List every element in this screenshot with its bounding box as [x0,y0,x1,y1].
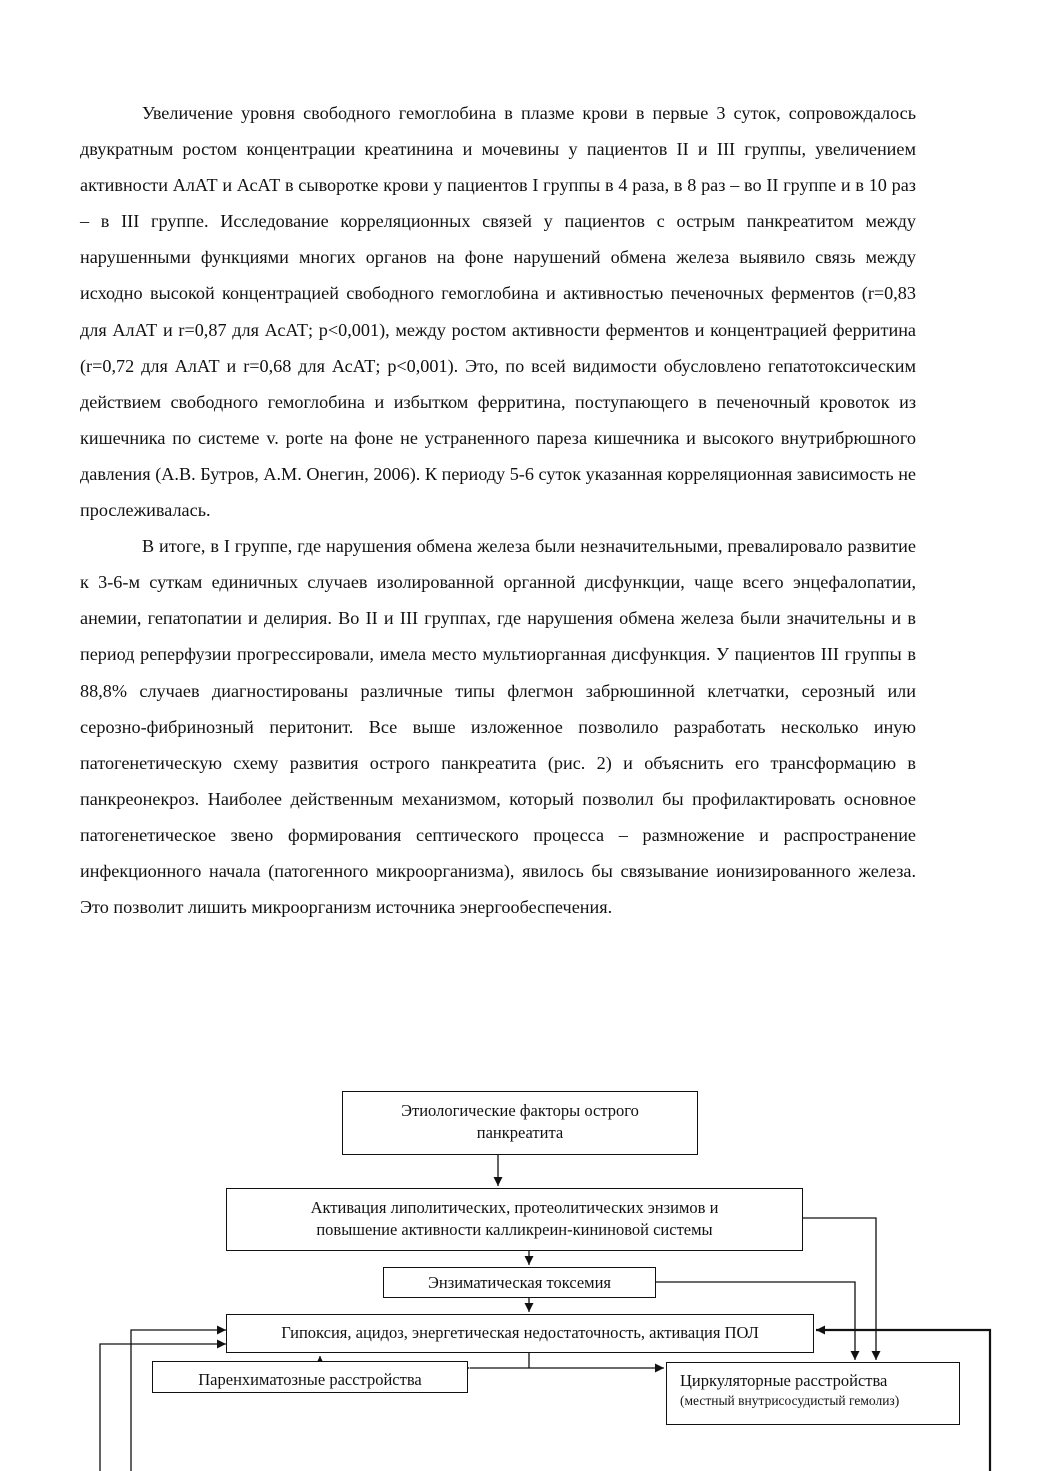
paragraph: Увеличение уровня свободного гемоглобина в плазме крови в первые 3 суток, сопровождалось двукратным ростом концентрации креатинина и мочевины у пациентов II и III группы, увеличением активности АлАТ и АсАТ в сыворотке крови у пациентов I группы в 4 раза, в 8 раз – во II группе и в 10 раз – в III группе. Исследование корреляционных связей у пациентов с острым панкреатитом между нарушенными функциями многих органов на фоне нарушений обмена железа выявило связь между исходно высокой концентрацией свободного гемоглобина и активностью печеночных ферментов (r=0,83 для АлАТ и r=0,87 для АсАТ; p<0,001), между ростом активности ферментов и концентрацией ферритина (r=0,72 для АлАТ и r=0,68 для АсАТ; p<0,001). Это, по всей видимости обусловлено гепатотоксическим действием свободного гемоглобина и избытком ферритина, поступающего в печеночный кровоток из кишечника по системе v. porte на фоне не устраненного пареза кишечника и высокого внутрибрюшного давления (А.В. Бутров, А.М. Онегин, 2006). К периоду 5-6 суток указанная корреляционная зависимость не прослеживалась. [80,103,916,521]
parenchymal-box [152,1361,468,1393]
hypoxia-box [226,1314,814,1353]
activation-line1: Активация липолитических, протеолитических энзимов и [310,1198,719,1217]
toxemia-box [383,1267,656,1298]
paragraph: В итоге, в I группе, где нарушения обмена железа были незначительными, превалировало развитие к 3-6-м суткам единичных случаев изолированной органной дисфункции, чаще всего энцефалопатии, анемии, гепатопатии и делирия. Во II и III группах, где нарушения обмена железа были значительны и в период реперфузии прогрессировали, имела место мультиорганная дисфункция. У пациентов III группы в 88,8% случаев диагностированы различные типы флегмон забрюшинной клетчатки, серозный или серозно-фибринозный перитонит. Все выше изложенное позволило разработать несколько иную патогенетическую схему развития острого панкреатита (рис. 2) и объяснить его трансформацию в панкреонекроз. Наиболее действенным механизмом, который позволил бы профилактировать основное патогенетическое звено формирования септического процесса – размножение и распространение инфекционного начала (патогенного микроорганизма), явилось бы связывание ионизированного железа. Это позволит лишить микроорганизм источника энергообеспечения. [80,536,916,918]
etiology-line2: панкреатита [476,1123,564,1142]
circulatory-box [666,1362,960,1425]
toxemia-label: Энзиматическая токсемия [427,1273,612,1292]
etiology-box [342,1091,698,1155]
circulatory-line2: (местный внутрисосудистый гемолиз) [680,1393,900,1408]
activation-box [226,1188,803,1251]
feedback-left-inner [131,1330,226,1471]
pathogenesis-diagram [0,1085,1039,1471]
activation-line2: повышение активности калликреин-кининовой системы [316,1220,713,1239]
parenchymal-label: Паренхиматозные расстройства [198,1370,422,1389]
etiology-line1: Этиологические факторы острого [401,1101,639,1120]
circulatory-line1: Циркуляторные расстройства [680,1371,888,1390]
body-text [80,95,916,925]
hypoxia-label: Гипоксия, ацидоз, энергетическая недостаточность, активация ПОЛ [281,1323,759,1342]
